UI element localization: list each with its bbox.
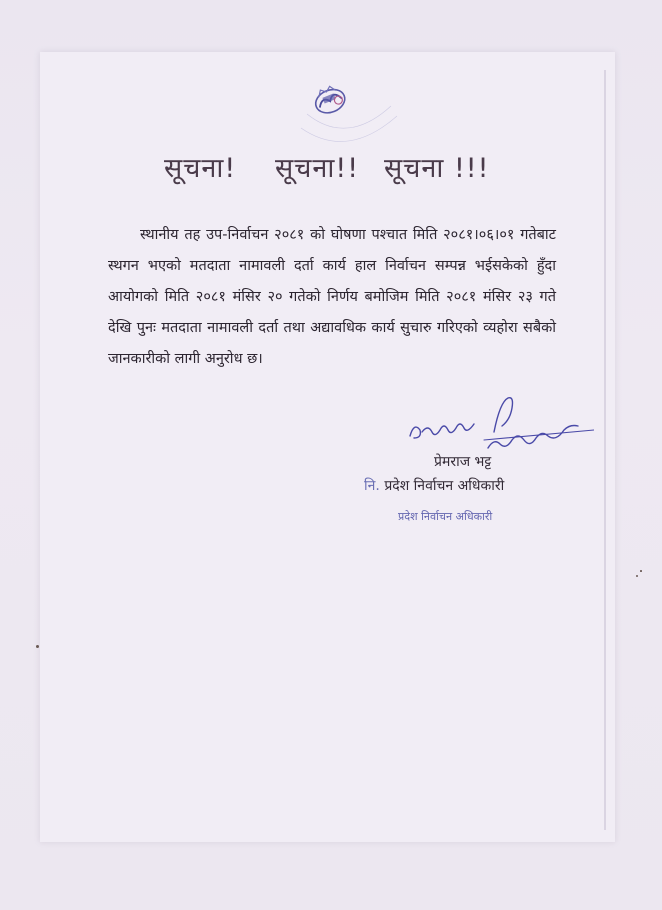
scan-speck: [640, 570, 642, 572]
signer-title-prefix: नि.: [364, 478, 380, 494]
notice-heading-1: सूचना!: [164, 153, 237, 184]
notice-heading: [0, 148, 662, 188]
handwritten-signature: [404, 392, 594, 456]
official-stamp-text: प्रदेश निर्वाचन अधिकारी: [398, 510, 493, 523]
notice-body-paragraph: स्थानीय तह उप-निर्वाचन २०८१ को घोषणा पश्चात मिति २०८१।०६।०१ गतेबाट स्थगन भएको मतदाता नामावली दर्ता कार्य हाल निर्वाचन सम्पन्न भईसकेको हुँदा आयोगको मिति २०८१ मंसिर २० गतेको निर्णय बमोजिम मिति २०८१ मंसिर २३ गते देखि पुनः मतदाता नामावली दर्ता तथा अद्यावधिक कार्य सुचारु गरिएको व्यहोरा सबैको जानकारीको लागी अनुरोध छ।: [108, 227, 556, 367]
notice-heading-2: सूचना!!: [275, 153, 360, 184]
scan-speck: [36, 645, 39, 648]
signer-title-text: प्रदेश निर्वाचन अधिकारी: [384, 478, 505, 494]
notice-heading-3: सूचना !!!: [384, 153, 490, 184]
signer-title: [364, 476, 504, 495]
signer-name: प्रेमराज भट्ट: [434, 454, 492, 470]
scan-speck: [636, 575, 638, 577]
election-office-seal: [295, 76, 399, 156]
